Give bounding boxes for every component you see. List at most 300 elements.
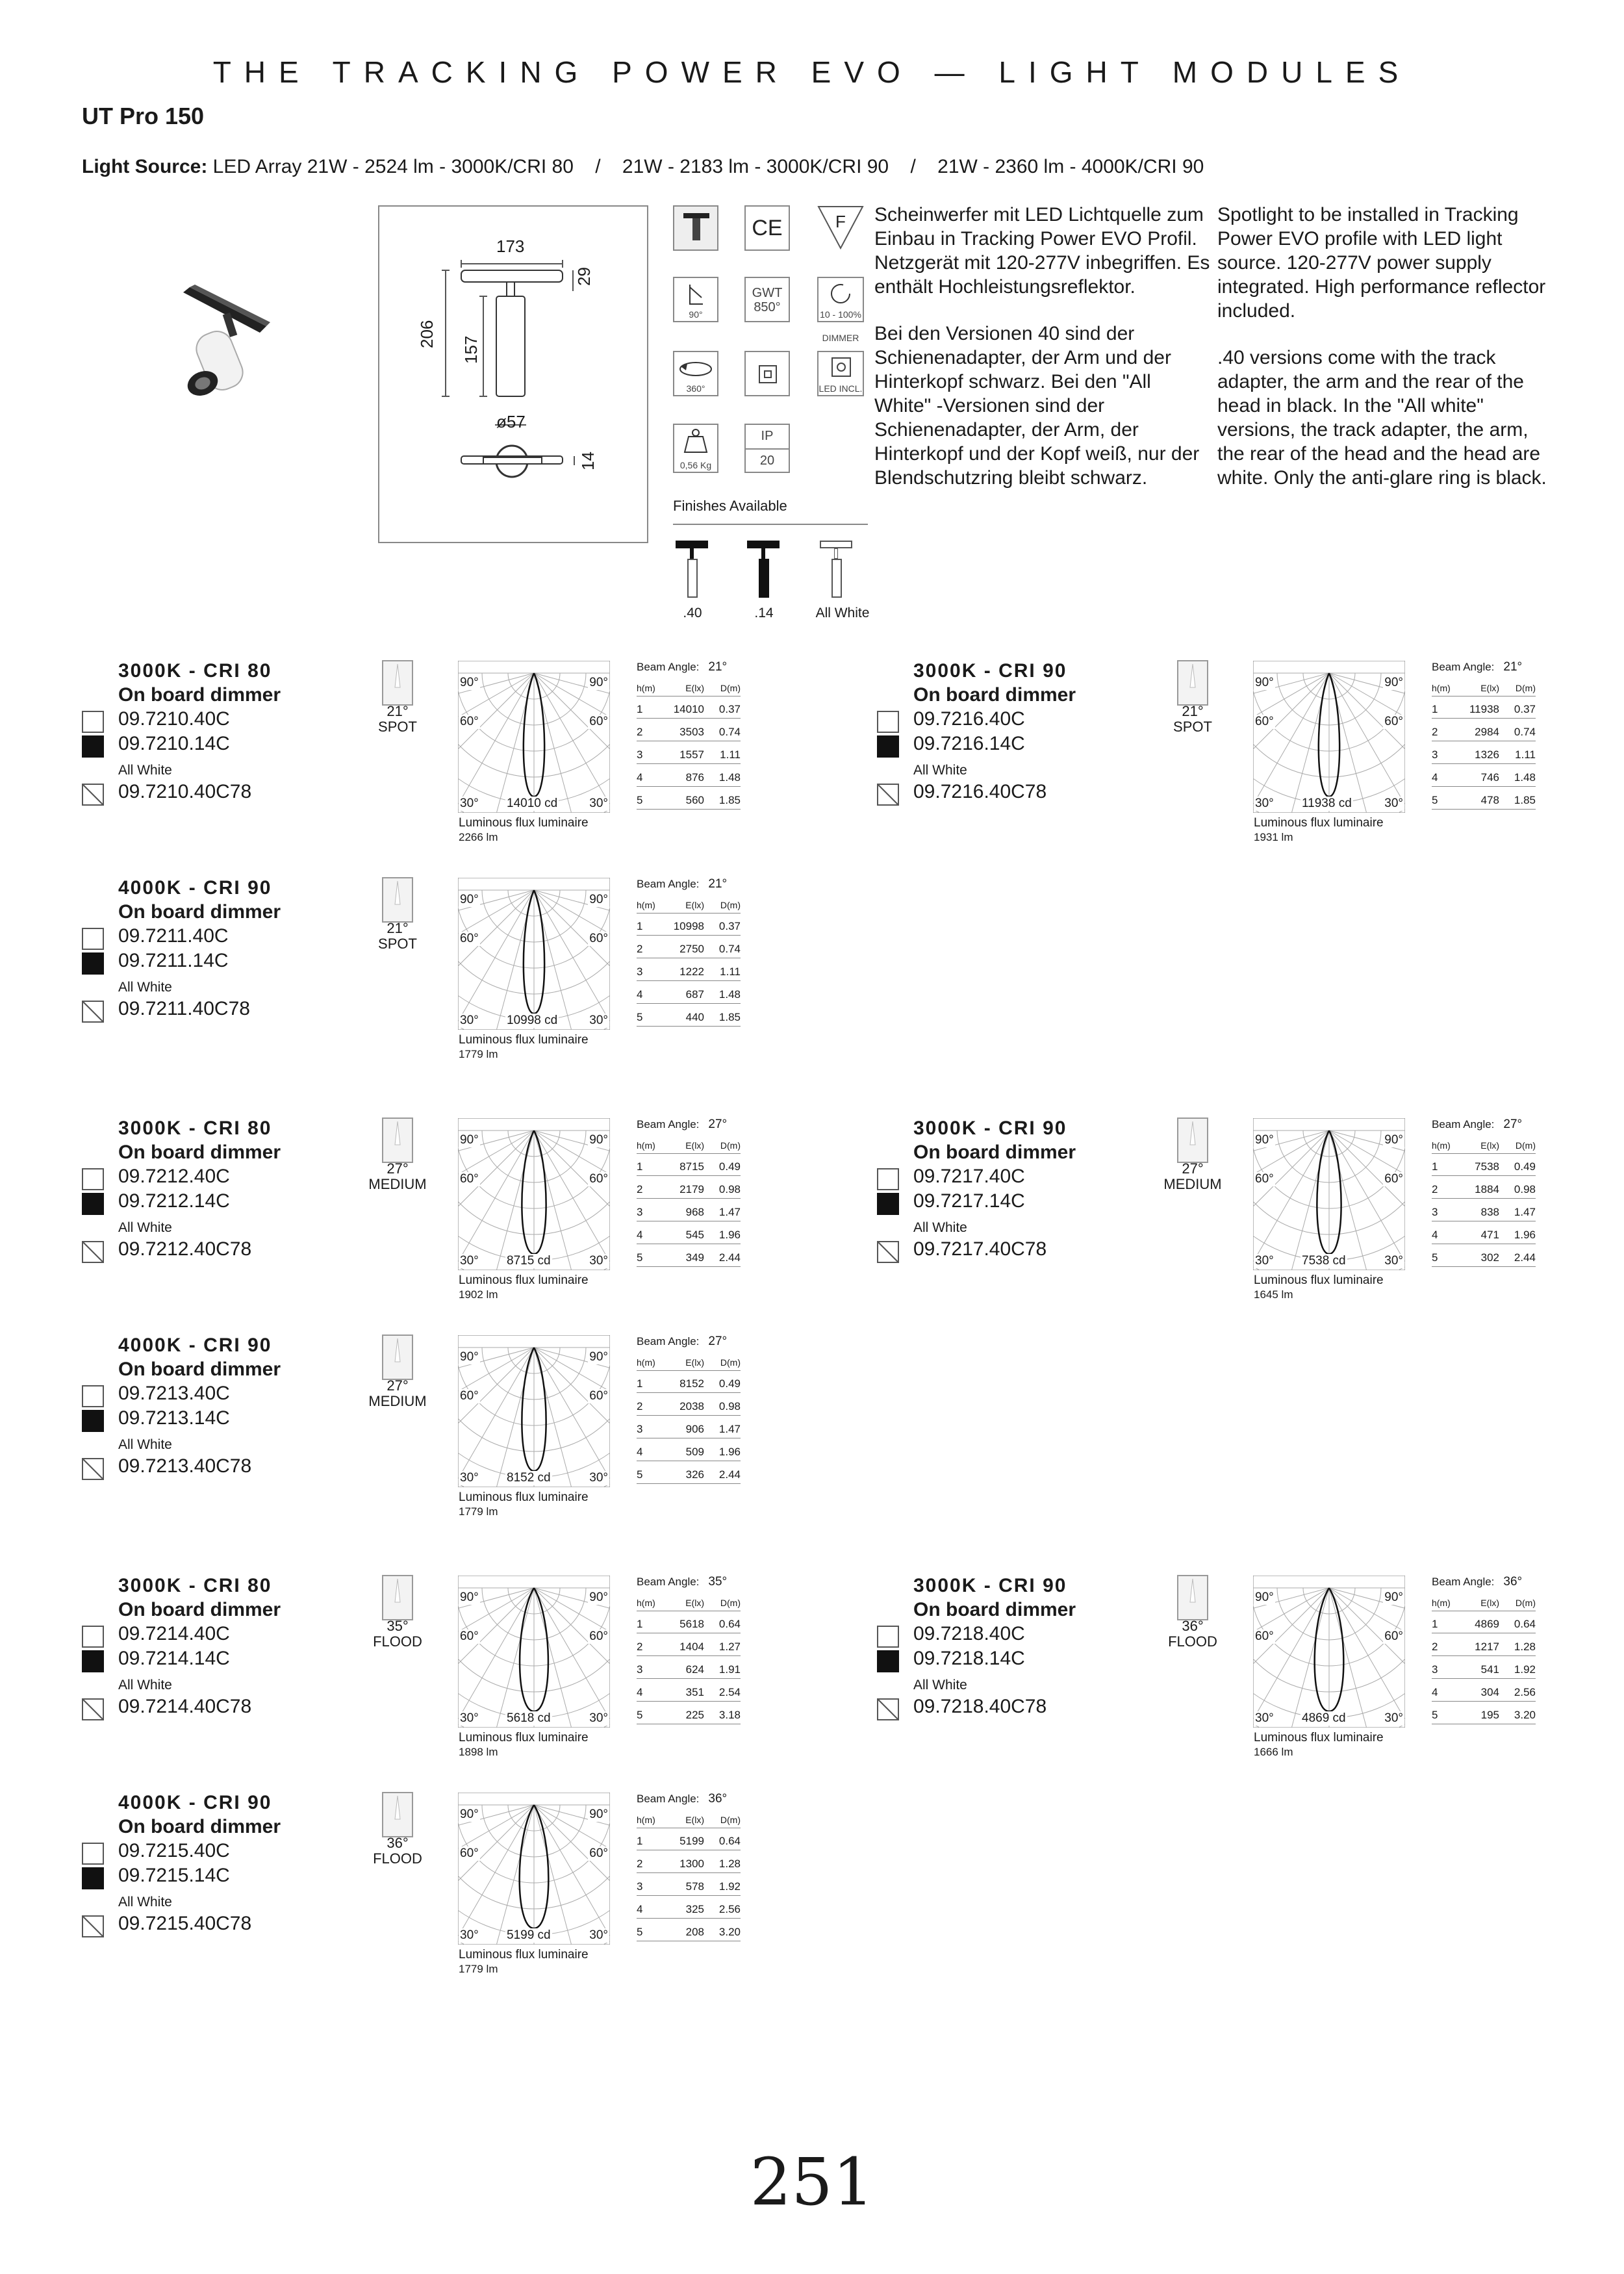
finish-black-icon xyxy=(673,541,725,599)
angle-60-left: 60° xyxy=(1255,1629,1274,1643)
angle-90-left: 90° xyxy=(460,893,479,906)
cell-h: 4 xyxy=(1432,771,1438,784)
product-code: 09.7210.14C xyxy=(118,733,230,754)
beam-icon xyxy=(1177,1118,1208,1163)
flux-note xyxy=(459,1948,589,1976)
cell-e: 304 xyxy=(1480,1686,1499,1698)
cell-h: 1 xyxy=(1432,1160,1438,1173)
cell-e: 545 xyxy=(685,1229,704,1241)
finishes-label: Finishes Available xyxy=(673,498,787,514)
cell-d: 0.64 xyxy=(718,1835,741,1847)
finish-swatch xyxy=(877,784,899,806)
angle-30-left: 30° xyxy=(1255,1711,1274,1725)
cell-d: 2.56 xyxy=(1514,1686,1536,1698)
cell-d: 1.96 xyxy=(1514,1229,1536,1241)
cell-h: 1 xyxy=(637,1618,643,1630)
cell-e: 2984 xyxy=(1475,726,1499,738)
beam-degree: 36° xyxy=(387,1835,409,1851)
polar-chart xyxy=(457,1118,611,1271)
col-h: h(m) xyxy=(1432,1140,1451,1151)
finish-swatch xyxy=(82,1385,104,1407)
col-d: D(m) xyxy=(720,1598,741,1608)
cell-d: 1.85 xyxy=(1514,794,1536,806)
cell-h: 2 xyxy=(637,726,643,738)
cell-d: 1.48 xyxy=(718,771,741,784)
angle-90-left: 90° xyxy=(460,676,479,689)
flux-value: 1931 lm xyxy=(1254,831,1293,843)
angle-30-right: 30° xyxy=(589,1928,608,1942)
ip-icon: IP 20 xyxy=(744,424,790,473)
product-block xyxy=(82,1792,861,2006)
cell-d: 0.37 xyxy=(718,920,741,932)
cell-d: 0.98 xyxy=(718,1183,741,1195)
angle-90-left: 90° xyxy=(460,1808,479,1821)
flux-label: Luminous flux luminaire xyxy=(1254,1273,1384,1287)
angle-60-right: 60° xyxy=(589,1389,608,1403)
angle-30-right: 30° xyxy=(589,1014,608,1027)
beam-icon xyxy=(382,1575,413,1620)
col-d: D(m) xyxy=(1515,1598,1536,1608)
cell-e: 624 xyxy=(685,1663,704,1676)
flux-label: Luminous flux luminaire xyxy=(459,816,589,830)
finish-swatch xyxy=(82,1410,104,1432)
cell-e: 14010 xyxy=(673,703,704,715)
cell-e: 746 xyxy=(1480,771,1499,784)
table-row xyxy=(637,1831,741,1850)
table-row xyxy=(1432,1225,1536,1244)
cell-d: 0.74 xyxy=(718,726,741,738)
angle-30-left: 30° xyxy=(460,1471,479,1485)
beam-icon xyxy=(1177,660,1208,706)
peak-intensity: 14010 cd xyxy=(507,797,558,810)
cell-e: 5199 xyxy=(679,1835,704,1847)
finish-label-14: .14 xyxy=(754,606,774,620)
table-row xyxy=(637,790,741,810)
table-row xyxy=(1432,1247,1536,1267)
finish-swatch xyxy=(82,1843,104,1865)
product-code: 09.7211.40C xyxy=(118,925,229,947)
beam-icon xyxy=(382,1335,413,1380)
angle-90-left: 90° xyxy=(460,1350,479,1364)
description-en xyxy=(1217,203,1555,513)
col-h: h(m) xyxy=(637,1598,655,1608)
rotate-icon: 360° xyxy=(673,351,718,396)
table-row xyxy=(637,1705,741,1724)
cell-h: 2 xyxy=(637,1858,643,1870)
beam-angle-header xyxy=(637,1118,727,1132)
beam-class: MEDIUM xyxy=(368,1393,427,1409)
table-row xyxy=(637,962,741,981)
weight-icon: 0,56 Kg xyxy=(673,424,718,473)
table-header xyxy=(1432,1592,1536,1611)
finish-swatch xyxy=(82,952,104,975)
beam-degree: 21° xyxy=(387,920,409,936)
dimmer-note: On board dimmer xyxy=(118,1359,281,1380)
table-header xyxy=(1432,677,1536,696)
cell-d: 3.20 xyxy=(1514,1709,1536,1721)
table-row xyxy=(637,699,741,719)
product-block xyxy=(82,1335,861,1549)
angle-30-left: 30° xyxy=(460,1014,479,1027)
peak-intensity: 8152 cd xyxy=(507,1471,551,1485)
ce-icon: CE xyxy=(744,205,790,251)
cell-h: 5 xyxy=(637,1011,643,1023)
table-row xyxy=(1432,767,1536,787)
finish-swatch xyxy=(82,1650,104,1672)
cell-d: 0.74 xyxy=(1514,726,1536,738)
polar-chart xyxy=(1252,660,1406,813)
cell-d: 0.49 xyxy=(718,1377,741,1390)
dim-width: 173 xyxy=(496,236,525,256)
cell-h: 5 xyxy=(637,1251,643,1264)
table-row xyxy=(637,745,741,764)
angle-30-left: 30° xyxy=(460,1254,479,1268)
product-code: 09.7214.14C xyxy=(118,1648,230,1669)
cell-h: 4 xyxy=(637,771,643,784)
cell-h: 2 xyxy=(637,1183,643,1195)
table-row xyxy=(1432,1705,1536,1724)
cell-d: 1.96 xyxy=(718,1229,741,1241)
description-de-1: Scheinwerfer mit LED Lichtquelle zum Einbau in Tracking Power EVO Profil. Netzgerät mit 120-277V inbegriffen. Es enthält Hochleistungsreflektor. xyxy=(874,204,1210,298)
angle-30-right: 30° xyxy=(589,797,608,810)
cell-d: 1.11 xyxy=(720,748,741,761)
peak-intensity: 7538 cd xyxy=(1302,1254,1346,1268)
product-code: 09.7217.40C xyxy=(913,1166,1025,1187)
angle-30-right: 30° xyxy=(589,1254,608,1268)
product-title: 4000K - CRI 90 xyxy=(118,1335,272,1356)
flux-note xyxy=(1254,816,1384,845)
angle-30-left: 30° xyxy=(460,1928,479,1942)
product-code: 09.7216.40C xyxy=(913,708,1025,730)
flux-value: 2266 lm xyxy=(459,831,498,843)
angle-90-right: 90° xyxy=(1384,1133,1403,1147)
col-e: E(lx) xyxy=(685,683,704,693)
cell-h: 5 xyxy=(1432,1709,1438,1721)
beam-angle-header xyxy=(1432,1118,1522,1132)
table-row xyxy=(637,1156,741,1176)
page-number: 251 xyxy=(750,2144,874,2220)
feature-icons xyxy=(673,205,868,628)
cell-e: 195 xyxy=(1480,1709,1499,1721)
beam-angle-label: Beam Angle: xyxy=(1432,1118,1495,1131)
product-block xyxy=(877,1575,1624,1789)
cell-h: 3 xyxy=(637,1663,643,1676)
peak-intensity: 5618 cd xyxy=(507,1711,551,1725)
cell-e: 8152 xyxy=(679,1377,704,1390)
cell-d: 2.44 xyxy=(718,1251,741,1264)
dimmer-note: On board dimmer xyxy=(913,1142,1076,1163)
beam-angle-header xyxy=(637,1335,727,1349)
dimmer-note: On board dimmer xyxy=(118,684,281,706)
cell-e: 968 xyxy=(685,1206,704,1218)
table-row xyxy=(637,1225,741,1244)
cell-d: 3.20 xyxy=(718,1926,741,1938)
angle-90-right: 90° xyxy=(589,893,608,906)
cell-d: 0.49 xyxy=(718,1160,741,1173)
col-e: E(lx) xyxy=(1480,1598,1499,1608)
product-code: 09.7215.40C78 xyxy=(118,1913,252,1934)
tilt-icon: 90° xyxy=(673,277,718,322)
cell-h: 2 xyxy=(1432,726,1438,738)
product-code: 09.7218.40C78 xyxy=(913,1696,1047,1717)
table-row xyxy=(637,1396,741,1416)
cell-d: 1.96 xyxy=(718,1446,741,1458)
beam-angle-header xyxy=(637,660,727,674)
cell-e: 5618 xyxy=(679,1618,704,1630)
dimmer-icon: 10 - 100% xyxy=(817,277,864,322)
cell-h: 4 xyxy=(637,1446,643,1458)
col-e: E(lx) xyxy=(1480,1140,1499,1151)
angle-90-right: 90° xyxy=(589,1350,608,1364)
cell-d: 3.18 xyxy=(718,1709,741,1721)
description-de xyxy=(874,203,1212,513)
beam-angle-header xyxy=(1432,660,1522,674)
beam-degree: 21° xyxy=(1182,703,1204,719)
finish-white-icon xyxy=(817,541,869,599)
flux-label: Luminous flux luminaire xyxy=(1254,816,1384,830)
cell-h: 5 xyxy=(1432,1251,1438,1264)
table-row xyxy=(1432,1179,1536,1199)
table-row xyxy=(637,916,741,936)
cell-d: 0.64 xyxy=(718,1618,741,1630)
description-en-1: Spotlight to be installed in Tracking Power EVO profile with LED light source. 120-277V power supply integrated. High performance reflector included. xyxy=(1217,204,1546,322)
col-h: h(m) xyxy=(1432,1598,1451,1608)
cell-h: 4 xyxy=(1432,1686,1438,1698)
product-code: 09.7214.40C78 xyxy=(118,1696,252,1717)
angle-60-left: 60° xyxy=(460,1846,479,1860)
table-row xyxy=(637,1419,741,1438)
cell-e: 471 xyxy=(1480,1229,1499,1241)
all-white-label: All White xyxy=(913,1220,967,1235)
table-row xyxy=(637,1682,741,1702)
table-row xyxy=(637,1007,741,1027)
beam-angle-value: 21° xyxy=(708,660,728,674)
table-row xyxy=(637,1899,741,1919)
cell-e: 1217 xyxy=(1475,1641,1499,1653)
beam-angle-header xyxy=(637,1792,727,1806)
cell-d: 1.85 xyxy=(718,794,741,806)
beam-angle-label: Beam Angle: xyxy=(637,661,700,673)
table-header xyxy=(1432,1134,1536,1154)
cell-e: 351 xyxy=(685,1686,704,1698)
table-row xyxy=(1432,1614,1536,1633)
table-row xyxy=(637,1637,741,1656)
cell-h: 1 xyxy=(637,920,643,932)
cell-h: 3 xyxy=(637,748,643,761)
dimmer-note: On board dimmer xyxy=(913,1599,1076,1620)
cell-e: 541 xyxy=(1480,1663,1499,1676)
angle-60-left: 60° xyxy=(1255,715,1274,728)
peak-intensity: 10998 cd xyxy=(507,1014,558,1027)
cell-h: 2 xyxy=(1432,1641,1438,1653)
light-source-label: Light Source: xyxy=(82,156,208,177)
cell-h: 1 xyxy=(637,1835,643,1847)
beam-degree: 36° xyxy=(1182,1618,1204,1634)
flux-value: 1645 lm xyxy=(1254,1288,1293,1301)
product-code: 09.7216.14C xyxy=(913,733,1025,754)
angle-30-left: 30° xyxy=(460,797,479,810)
finish-swatch xyxy=(82,1193,104,1215)
col-h: h(m) xyxy=(637,1815,655,1825)
angle-60-right: 60° xyxy=(1384,1172,1403,1186)
cell-e: 478 xyxy=(1480,794,1499,806)
cell-h: 2 xyxy=(637,1400,643,1412)
product-title: 3000K - CRI 90 xyxy=(913,1575,1067,1596)
angle-90-left: 90° xyxy=(1255,1133,1274,1147)
cell-e: 838 xyxy=(1480,1206,1499,1218)
dimmer-label: DIMMER xyxy=(822,333,859,343)
product-block xyxy=(877,1118,1624,1332)
cell-e: 302 xyxy=(1480,1251,1499,1264)
angle-90-right: 90° xyxy=(589,1808,608,1821)
beam-class: SPOT xyxy=(378,936,417,952)
dimmer-note: On board dimmer xyxy=(913,684,1076,706)
table-row xyxy=(637,1854,741,1873)
cell-e: 208 xyxy=(685,1926,704,1938)
finish-swatch xyxy=(82,928,104,950)
description-de-2: Bei den Versionen 40 sind der Schienenadapter, der Arm und der Hinterkopf schwarz. Bei den "All White" -Versionen sind der Schienenadapter, der Arm, der Hinterkopf und der Kopf weiß, nur der Blendschutzring bleibt schwarz. xyxy=(874,323,1200,489)
cell-h: 1 xyxy=(637,1160,643,1173)
cell-d: 1.91 xyxy=(718,1663,741,1676)
product-code: 09.7216.40C78 xyxy=(913,781,1047,802)
flux-value: 1902 lm xyxy=(459,1288,498,1301)
flux-value: 1779 lm xyxy=(459,1963,498,1975)
col-h: h(m) xyxy=(1432,683,1451,693)
beam-angle-label: Beam Angle: xyxy=(637,1335,700,1348)
polar-chart xyxy=(457,1335,611,1488)
product-code: 09.7217.40C78 xyxy=(913,1238,1047,1260)
table-row xyxy=(637,984,741,1004)
cell-h: 1 xyxy=(637,1377,643,1390)
product-code: 09.7210.40C xyxy=(118,708,230,730)
cell-e: 1222 xyxy=(679,965,704,978)
polar-chart xyxy=(457,1792,611,1945)
cell-e: 326 xyxy=(685,1468,704,1481)
cell-h: 1 xyxy=(637,703,643,715)
cell-d: 1.28 xyxy=(718,1858,741,1870)
cell-e: 1300 xyxy=(679,1858,704,1870)
table-row xyxy=(637,1202,741,1221)
beam-angle-value: 27° xyxy=(708,1335,728,1348)
flux-value: 1779 lm xyxy=(459,1505,498,1518)
beam-degree: 27° xyxy=(387,1160,409,1177)
peak-intensity: 4869 cd xyxy=(1302,1711,1346,1725)
cell-h: 2 xyxy=(1432,1183,1438,1195)
cell-h: 1 xyxy=(1432,703,1438,715)
peak-intensity: 11938 cd xyxy=(1302,797,1352,810)
cell-d: 2.44 xyxy=(1514,1251,1536,1264)
finish-swatch xyxy=(877,1168,899,1190)
cell-e: 2179 xyxy=(679,1183,704,1195)
cell-h: 5 xyxy=(637,794,643,806)
beam-class: FLOOD xyxy=(373,1633,422,1650)
col-e: E(lx) xyxy=(685,900,704,910)
peak-intensity: 8715 cd xyxy=(507,1254,551,1268)
finish-label-40: .40 xyxy=(683,606,702,620)
flux-note xyxy=(459,1731,589,1759)
all-white-label: All White xyxy=(913,763,967,778)
product-code: 09.7212.14C xyxy=(118,1190,230,1212)
product-code: 09.7213.14C xyxy=(118,1407,230,1429)
cell-h: 1 xyxy=(1432,1618,1438,1630)
cell-d: 0.37 xyxy=(718,703,741,715)
product-code: 09.7218.40C xyxy=(913,1623,1025,1644)
finish-swatch xyxy=(877,735,899,758)
angle-30-right: 30° xyxy=(589,1471,608,1485)
product-title: 3000K - CRI 80 xyxy=(118,660,272,682)
cell-h: 5 xyxy=(637,1926,643,1938)
table-row xyxy=(1432,1682,1536,1702)
flux-note xyxy=(459,1033,589,1062)
cell-h: 3 xyxy=(1432,1663,1438,1676)
table-row xyxy=(1432,722,1536,741)
table-row xyxy=(637,1464,741,1484)
dim-depth: 14 xyxy=(578,452,598,470)
all-white-label: All White xyxy=(118,1895,172,1910)
flux-label: Luminous flux luminaire xyxy=(459,1033,589,1047)
cell-e: 509 xyxy=(685,1446,704,1458)
col-d: D(m) xyxy=(720,683,741,693)
angle-90-right: 90° xyxy=(589,1133,608,1147)
table-row xyxy=(637,1922,741,1941)
finish-swatch xyxy=(82,1626,104,1648)
cell-e: 578 xyxy=(685,1880,704,1893)
description-en-2: .40 versions come with the track adapter, the arm and the rear of the head in black. In the "All white" versions, the track adapter, the arm, the rear of the head and the head are white. Only the anti-glare ring is black. xyxy=(1217,347,1547,489)
finish-label-allwhite: All White xyxy=(815,606,870,620)
led-incl-icon: LED INCL. xyxy=(817,351,864,396)
finish-swatch xyxy=(82,1867,104,1889)
cell-e: 560 xyxy=(685,794,704,806)
beam-class: FLOOD xyxy=(373,1850,422,1867)
table-row xyxy=(637,1614,741,1633)
all-white-label: All White xyxy=(118,1678,172,1693)
product-code: 09.7215.14C xyxy=(118,1865,230,1886)
angle-60-left: 60° xyxy=(460,715,479,728)
beam-degree: 35° xyxy=(387,1618,409,1634)
table-header xyxy=(637,1351,741,1371)
finish-swatch xyxy=(877,1626,899,1648)
beam-degree: 27° xyxy=(1182,1160,1204,1177)
f-mark-icon: F xyxy=(817,205,864,251)
cell-h: 3 xyxy=(637,1206,643,1218)
cell-h: 2 xyxy=(637,943,643,955)
angle-90-left: 90° xyxy=(1255,1591,1274,1604)
product-code: 09.7213.40C xyxy=(118,1383,230,1404)
product-block xyxy=(82,1118,861,1332)
finish-swatch xyxy=(82,711,104,733)
light-source-value: LED Array 21W - 2524 lm - 3000K/CRI 80 / 21W - 2183 lm - 3000K/CRI 90 / 21W - 2360 lm - 4000K/CRI 90 xyxy=(207,156,1204,177)
table-row xyxy=(637,767,741,787)
product-title: 4000K - CRI 90 xyxy=(118,877,272,899)
product-code: 09.7218.14C xyxy=(913,1648,1025,1669)
col-h: h(m) xyxy=(637,1140,655,1151)
col-h: h(m) xyxy=(637,1357,655,1368)
beam-icon xyxy=(382,660,413,706)
cell-h: 3 xyxy=(637,1880,643,1893)
cell-d: 0.37 xyxy=(1514,703,1536,715)
product-title: 3000K - CRI 90 xyxy=(913,1118,1067,1139)
cell-d: 1.28 xyxy=(1514,1641,1536,1653)
flux-label: Luminous flux luminaire xyxy=(1254,1731,1384,1744)
angle-60-right: 60° xyxy=(589,1846,608,1860)
beam-angle-label: Beam Angle: xyxy=(637,878,700,890)
angle-90-right: 90° xyxy=(1384,676,1403,689)
cell-d: 1.85 xyxy=(718,1011,741,1023)
col-d: D(m) xyxy=(720,1357,741,1368)
cell-d: 1.48 xyxy=(1514,771,1536,784)
cell-d: 1.48 xyxy=(718,988,741,1001)
flux-note xyxy=(1254,1273,1384,1302)
